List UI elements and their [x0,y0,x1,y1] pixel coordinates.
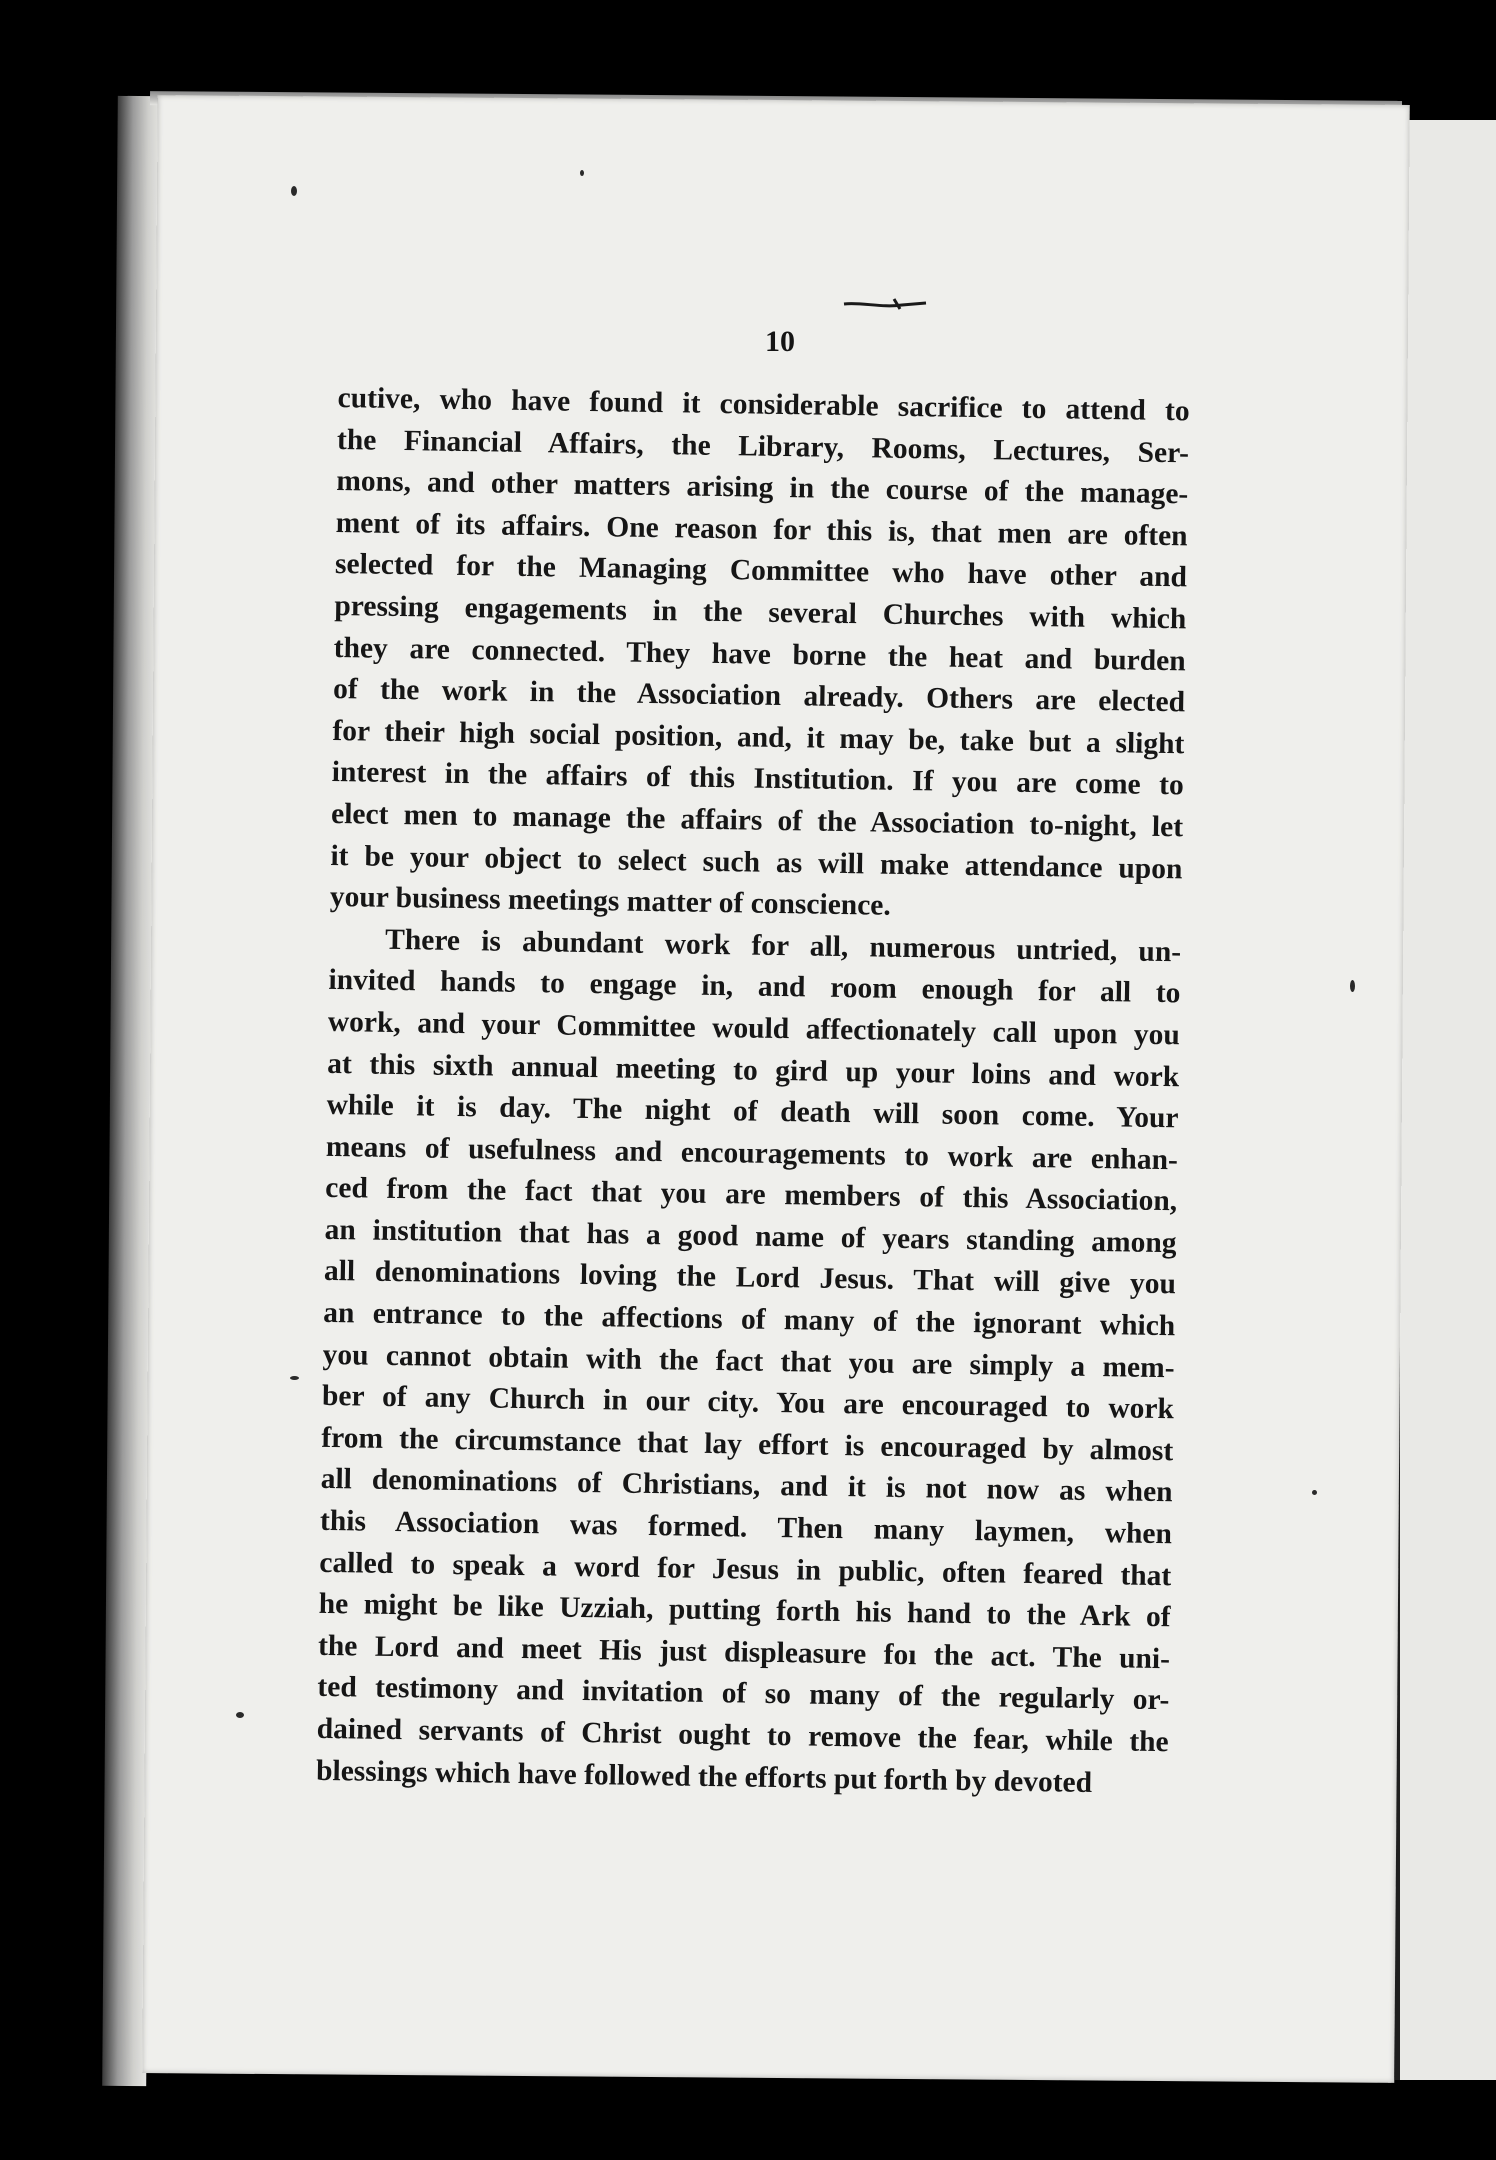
text-line: an institution that has a good name of years standing among [324,1213,1177,1260]
text-line: called to speak a word for Jesus in public, often feared that [319,1546,1172,1592]
text-line: of the work in the Association already. Others are elected [332,673,1186,719]
facing-page-edge [1395,120,1496,2080]
page-number: 10 [765,325,795,358]
text-line: this Association was formed. Then many laymen, when [319,1504,1173,1551]
text-line: they are connected. They have borne the heat and burden [333,631,1186,677]
dust-speck [580,170,584,176]
text-line: an entrance to the affections of many of the ignorant which [323,1296,1176,1343]
text-line: There is abundant work for all, numerous untried, un- [384,923,1182,969]
text-line: interest in the affairs of this Institution. If you are come to [331,756,1184,802]
text-line: mons, and other matters arising in the course of the manage- [336,465,1189,511]
text-line: work, and your Committee would affectionately call upon you [327,1005,1181,1052]
text-line: from the circumstance that lay effort is encouraged by almost [321,1421,1174,1468]
text-line: pressing engagements in the several Churches with which [334,589,1187,636]
dust-speck [290,1376,299,1380]
text-line: selected for the Managing Committee who have other and [334,548,1188,594]
dust-speck [236,1712,244,1718]
ink-mark-decoration [842,296,928,312]
text-line: it be your object to select such as will make attendance upon [330,839,1183,885]
text-line: the Financial Affairs, the Library, Rooms, Lectures, Ser- [336,423,1190,469]
text-line: cutive, who have found it considerable sacrifice to attend to [337,381,1190,428]
body-text [316,378,1190,1805]
text-line: the Lord and meet His just displeasure foı the act. The uni- [317,1629,1171,1676]
text-line: elect men to manage the affairs of the Association to-night, let [330,797,1184,844]
text-line: at this sixth annual meeting to gird up your loins and work [326,1047,1180,1093]
text-line: invited hands to engage in, and room enough for all to [328,964,1181,1010]
text-line: ber of any Church in our city. You are encouraged to work [321,1380,1175,1426]
text-line: you cannot obtain with the fact that you are simply a mem- [322,1338,1175,1384]
text-line: all denominations loving the Lord Jesus. That will give you [323,1255,1177,1301]
text-line: ced from the fact that you are members of this Association, [325,1172,1178,1218]
dust-speck [1350,980,1355,992]
dust-speck [291,186,297,196]
dust-speck [1312,1490,1317,1495]
text-line: blessings which have followed the efforts put forth by devoted [315,1754,1093,1799]
text-line: he might be like Uzziah, putting forth his hand to the Ark of [318,1588,1171,1634]
text-line: your business meetings matter of conscience. [329,881,892,922]
text-line: ment of its affairs. One reason for this is, that men are often [335,506,1188,553]
text-line: means of usefulness and encouragements to work are enhan- [325,1130,1179,1176]
text-line: ted testimony and invitation of so many of the regularly or- [317,1671,1170,1717]
text-line: dained servants of Christ ought to remove the fear, while the [316,1712,1169,1759]
text-line: while it is day. The night of death will soon come. Your [326,1089,1179,1135]
text-line: for their high social position, and, it may be, take but a slight [332,714,1185,761]
text-line: all denominations of Christians, and it is not now as when [320,1463,1173,1509]
